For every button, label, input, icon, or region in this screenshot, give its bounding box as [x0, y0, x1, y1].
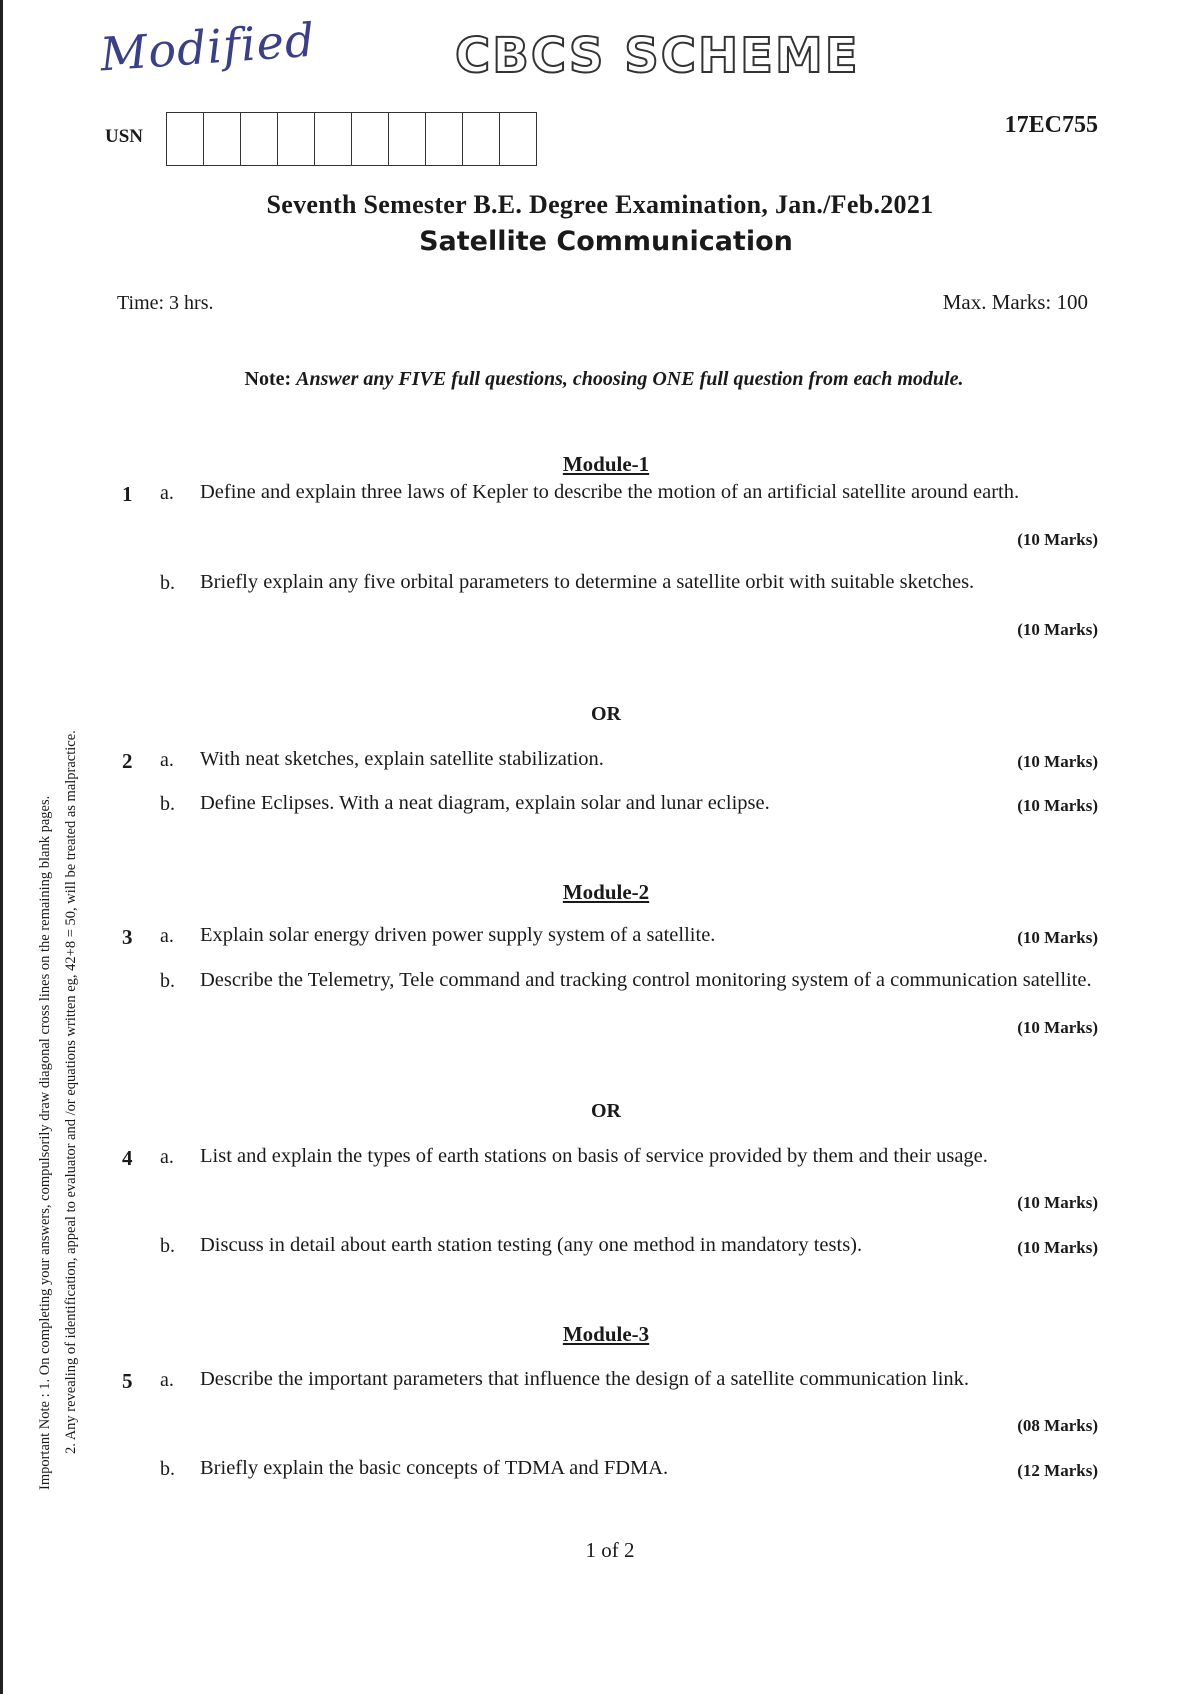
or-separator: OR	[591, 703, 621, 725]
usn-box	[389, 113, 426, 165]
part-letter: a.	[160, 925, 174, 947]
time-allowed: Time: 3 hrs.	[117, 292, 214, 314]
part-text: Define and explain three laws of Kepler to describe the motion of an artificial satellite around earth.	[200, 481, 1020, 503]
note-text: Answer any FIVE full questions, choosing ONE full question from each module.	[296, 368, 964, 390]
part-letter: b.	[160, 1458, 175, 1480]
usn-label: USN	[105, 126, 144, 147]
note-label: Note:	[244, 368, 292, 390]
module-title: Module-1	[562, 452, 650, 476]
max-marks: Max. Marks: 100	[942, 290, 1088, 314]
part-marks: (10 Marks)	[1017, 752, 1098, 771]
usn-boxes	[166, 112, 537, 166]
part-letter: b.	[160, 1235, 175, 1257]
usn-box	[352, 113, 389, 165]
side-important-note	[32, 350, 84, 1490]
side-note-line-2: 2. Any revealing of identification, appeal to evaluator and /or equations written eg, 42+8 = 50, will be treated as malpractice.	[63, 730, 79, 1454]
part-marks: (08 Marks)	[1017, 1416, 1098, 1435]
part-letter: a.	[160, 1369, 174, 1391]
part-letter: a.	[160, 482, 174, 504]
part-letter: b.	[160, 572, 175, 594]
question-number: 2	[122, 749, 133, 773]
question-number: 4	[122, 1146, 133, 1170]
scheme-heading: CBCS SCHEME	[455, 28, 860, 84]
part-letter: a.	[160, 749, 174, 771]
usn-box	[315, 113, 352, 165]
part-text: Briefly explain any five orbital parameters to determine a satellite orbit with suitable sketches.	[200, 571, 975, 593]
usn-box	[167, 113, 204, 165]
or-separator: OR	[591, 1100, 621, 1122]
page-number: 1 of 2	[585, 1538, 635, 1562]
usn-box	[500, 113, 536, 165]
usn-box	[278, 113, 315, 165]
module-title: Module-3	[562, 1322, 650, 1346]
part-text: Describe the important parameters that influence the design of a satellite communication link.	[200, 1368, 970, 1390]
part-text: Describe the Telemetry, Tele command and tracking control monitoring system of a communication satellite.	[200, 969, 1092, 991]
part-letter: a.	[160, 1146, 174, 1168]
course-code: 17EC755	[1004, 112, 1098, 138]
part-text: List and explain the types of earth stations on basis of service provided by them and their usage.	[200, 1145, 988, 1167]
part-text: Discuss in detail about earth station testing (any one method in mandatory tests).	[200, 1234, 863, 1256]
usn-box	[241, 113, 278, 165]
side-note-line-1: Important Note : 1. On completing your answers, compulsorily draw diagonal cross lines on the remaining blank pages.	[37, 795, 53, 1490]
usn-box	[426, 113, 463, 165]
part-marks: (12 Marks)	[1017, 1461, 1098, 1480]
part-marks: (10 Marks)	[1017, 620, 1098, 639]
part-text: With neat sketches, explain satellite stabilization.	[200, 748, 604, 770]
module-title: Module-2	[562, 880, 650, 904]
part-letter: b.	[160, 793, 175, 815]
question-number: 3	[122, 925, 133, 949]
question-number: 1	[122, 482, 133, 506]
part-marks: (10 Marks)	[1017, 1193, 1098, 1212]
usn-box	[463, 113, 500, 165]
part-letter: b.	[160, 970, 175, 992]
exam-title: Seventh Semester B.E. Degree Examination, Jan./Feb.2021	[266, 190, 934, 219]
subject-title: Satellite Communication	[419, 226, 793, 257]
part-text: Explain solar energy driven power supply system of a satellite.	[200, 924, 716, 946]
usn-box	[204, 113, 241, 165]
part-marks: (10 Marks)	[1017, 1238, 1098, 1257]
part-marks: (10 Marks)	[1017, 928, 1098, 947]
part-marks: (10 Marks)	[1017, 1018, 1098, 1037]
instructions-note	[0, 368, 1200, 391]
part-text: Define Eclipses. With a neat diagram, explain solar and lunar eclipse.	[200, 792, 770, 814]
part-marks: (10 Marks)	[1017, 796, 1098, 815]
part-marks: (10 Marks)	[1017, 530, 1098, 549]
handwritten-annotation: Modified	[98, 12, 317, 82]
part-text: Briefly explain the basic concepts of TDMA and FDMA.	[200, 1457, 669, 1479]
question-number: 5	[122, 1369, 133, 1393]
